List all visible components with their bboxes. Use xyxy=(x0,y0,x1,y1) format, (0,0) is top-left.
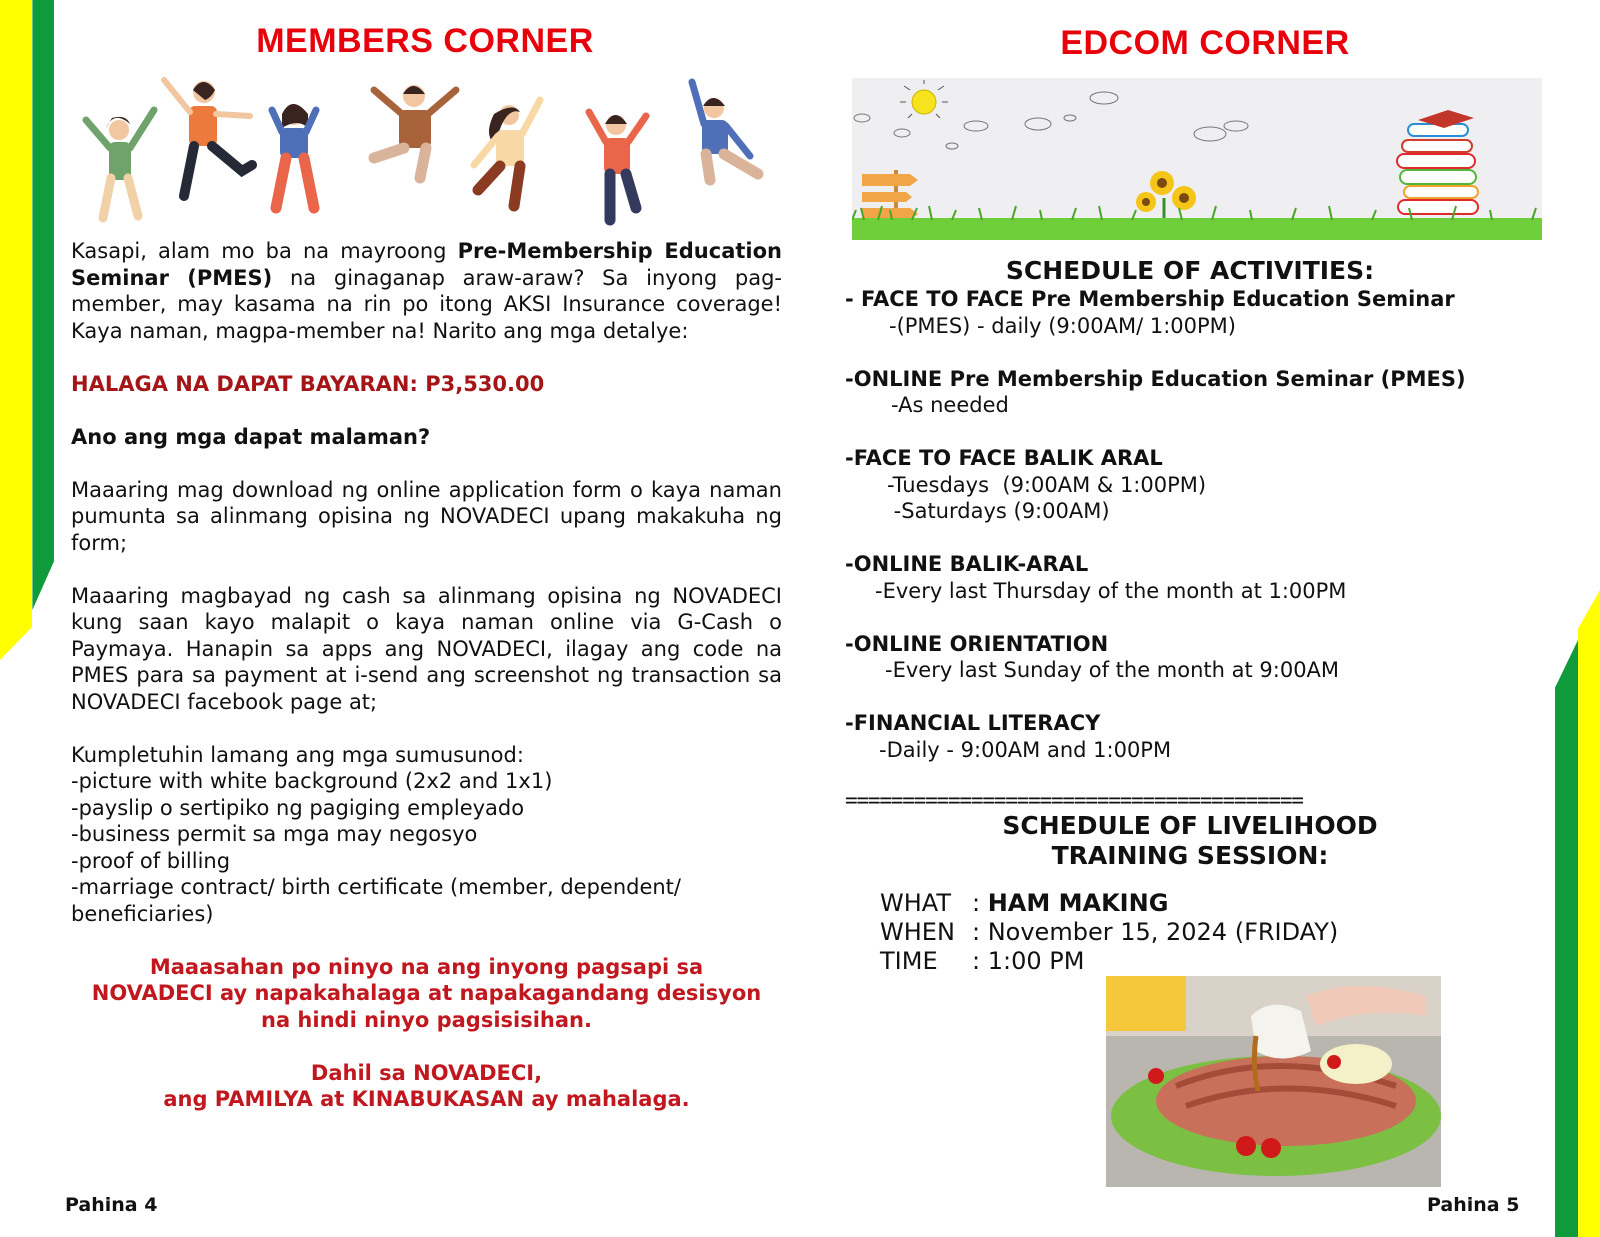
closing-line: na hindi ninyo pagsisisihan. xyxy=(261,1007,592,1032)
activity-detail: -(PMES) - daily (9:00AM/ 1:00PM) xyxy=(889,313,1236,338)
download-paragraph: Maaaring mag download ng online application form o kaya naman pumunta sa alinmang opisina ng NOVADECI upang makakuha ng form; xyxy=(71,477,782,555)
livelihood-subtitle: TRAINING SESSION: xyxy=(1051,841,1329,870)
tagline-line: ang PAMILYA at KINABUKASAN ay mahalaga. xyxy=(163,1087,690,1111)
person-figure xyxy=(589,112,646,220)
tagline-line: Dahil sa NOVADECI, xyxy=(310,1060,543,1085)
activity-detail: -Every last Sunday of the month at 9:00AM xyxy=(885,658,1340,682)
livelihood-title: SCHEDULE OF LIVELIHOOD xyxy=(1002,811,1378,840)
training-time: TIME : 1:00 PM xyxy=(880,947,1085,975)
activity-heading: -FINANCIAL LITERACY xyxy=(845,711,1101,735)
closing-line: NOVADECI ay napakahalaga at napakagandang desisyon xyxy=(91,981,762,1005)
right-green-border xyxy=(1555,640,1578,1237)
pmes-highlight: Pre-Membership Education Seminar (PMES) xyxy=(71,239,782,290)
intro-paragraph xyxy=(71,238,782,344)
person-figure xyxy=(272,104,316,208)
activity-detail: -Daily - 9:00AM and 1:00PM xyxy=(879,737,1172,762)
when-value: November 15, 2024 (FRIDAY) xyxy=(987,918,1339,946)
closing-line: Maaasahan po ninyo na ang inyong pagsapi sa xyxy=(149,954,704,979)
education-banner-illustration xyxy=(852,78,1542,240)
activity-heading: -ONLINE Pre Membership Education Seminar (PMES) xyxy=(845,366,1466,391)
activity-detail: -Tuesdays (9:00AM & 1:00PM) xyxy=(887,472,1207,497)
what-label: WHAT xyxy=(880,889,951,917)
activity-detail: -Saturdays (9:00AM) xyxy=(887,499,1110,523)
jumping-people-illustration xyxy=(64,70,794,235)
activity-heading: -ONLINE ORIENTATION xyxy=(845,631,1109,656)
edcom-corner-title: EDCOM CORNER xyxy=(1060,24,1350,62)
right-yellow-border xyxy=(1578,590,1600,1237)
training-when: WHEN : November 15, 2024 (FRIDAY) xyxy=(880,918,1339,946)
activity-detail: -Every last Thursday of the month at 1:00PM xyxy=(875,578,1347,603)
edcom-body xyxy=(845,256,1535,976)
members-corner-title: MEMBERS CORNER xyxy=(256,22,594,60)
time-value: 1:00 PM xyxy=(987,947,1085,975)
person-figure xyxy=(164,80,252,196)
what-value: HAM MAKING xyxy=(987,889,1169,917)
ham-dish-photo xyxy=(1106,976,1441,1187)
time-label: TIME xyxy=(880,947,938,975)
separator-line: ======================================== xyxy=(845,789,1303,811)
left-yellow-border xyxy=(0,0,32,660)
requirements-heading: Kumpletuhin lamang ang mga sumusunod: xyxy=(71,742,524,767)
schedule-title: SCHEDULE OF ACTIVITIES: xyxy=(1005,256,1375,285)
person-figure xyxy=(692,82,758,180)
when-label: WHEN xyxy=(880,918,955,946)
person-figure xyxy=(86,110,154,218)
intro-text-continued: na ginaganap araw-araw? Sa inyong pag-member, may kasama na rin po itong AKSI Insurance coverage! Kaya naman, magpa-member na! Narito ang mga detalye: xyxy=(71,265,782,343)
payment-paragraph: Maaaring magbayad ng cash sa alinmang opisina ng NOVADECI kung saan kayo malapit o kaya naman online via G-Cash o Paymaya. Hanapin sa apps ang NOVADECI, ilagay ang code na PMES para sa payment at i-send ang screenshot ng transaction sa NOVADECI facebook page at; xyxy=(71,583,782,714)
intro-text: Kasapi, alam mo ba na mayroong xyxy=(71,239,458,263)
price-line: HALAGA NA DAPAT BAYARAN: P3,530.00 xyxy=(71,371,545,396)
book-stack-icon xyxy=(1397,110,1478,214)
training-what: WHAT : HAM MAKING xyxy=(880,889,1169,917)
requirement-item: -picture with white background (2x2 and 1x1) xyxy=(71,769,553,793)
activity-heading: -FACE TO FACE BALIK ARAL xyxy=(845,446,1163,470)
activity-heading: -ONLINE BALIK-ARAL xyxy=(845,552,1089,576)
person-figure xyxy=(474,100,540,206)
requirement-item: -payslip o sertipiko ng pagiging empleyado xyxy=(71,795,525,820)
page-number-left: Pahina 4 xyxy=(65,1194,158,1216)
members-body xyxy=(71,238,782,1113)
requirement-item: -marriage contract/ birth certificate (member, dependent/ beneficiaries) xyxy=(71,875,681,926)
page-number-right: Pahina 5 xyxy=(1427,1194,1520,1216)
requirement-item: -proof of billing xyxy=(71,848,231,873)
activity-heading: - FACE TO FACE Pre Membership Education Seminar xyxy=(845,287,1455,311)
requirement-item: -business permit sa mga may negosyo xyxy=(71,822,478,846)
activity-detail: -As needed xyxy=(891,393,1009,417)
person-figure xyxy=(374,85,456,178)
question-heading: Ano ang mga dapat malaman? xyxy=(71,424,431,449)
